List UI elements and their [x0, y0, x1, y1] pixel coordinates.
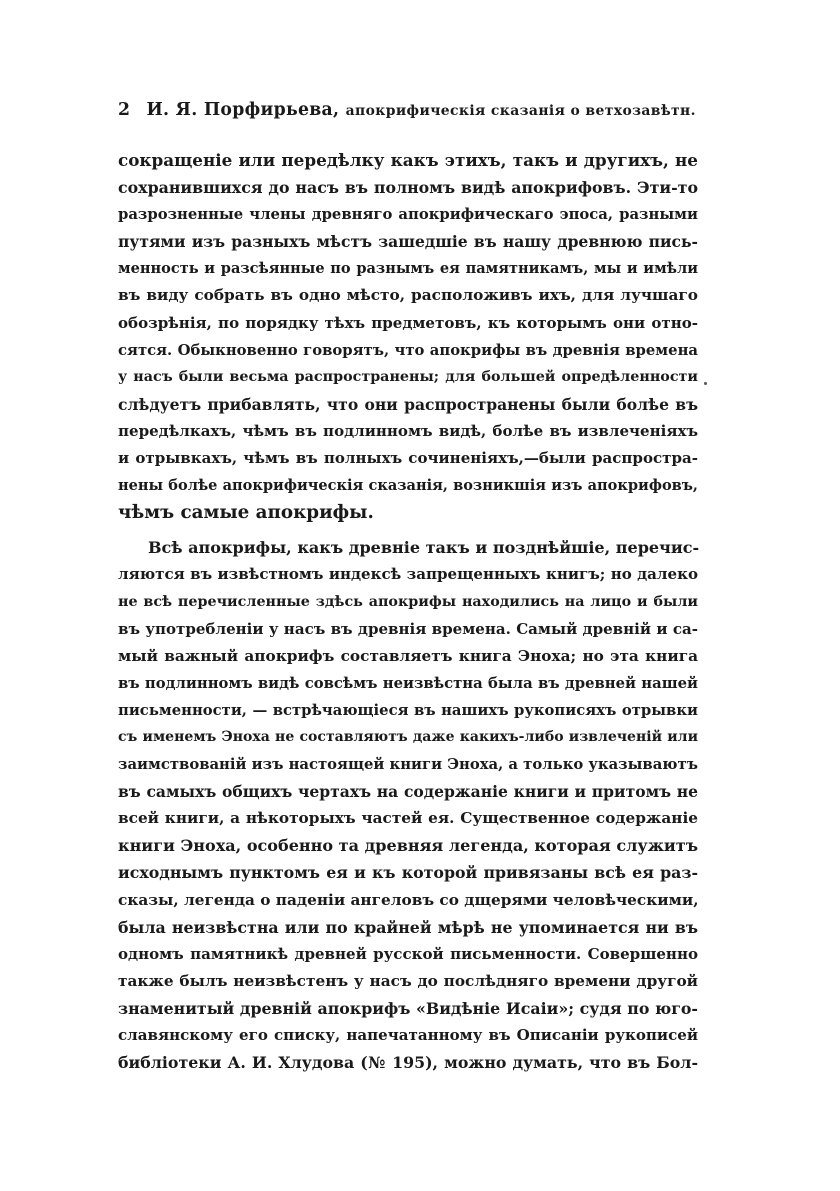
body-text	[118, 147, 698, 1076]
text-line: сятся. Обыкновенно говорятъ, что апокрифы въ древнія времена	[118, 341, 698, 359]
text-line: обозрѣнія, по порядку тѣхъ предметовъ, къ которымъ они отно-	[118, 313, 698, 332]
text-line: Всѣ апокрифы, какъ древніе такъ и позднѣйшіе, перечис-	[148, 538, 700, 558]
text-line: мый важный апокрифъ составляетъ книга Эноха; но эта книга	[118, 646, 698, 665]
text-line: въ самыхъ общихъ чертахъ на содержаніе книги и притомъ не	[118, 782, 698, 802]
text-line: заимствованій изъ настоящей книги Эноха, а только указываютъ	[118, 756, 698, 774]
text-line: библіотеки А. И. Хлудова (№ 195), можно думать, что въ Бол-	[118, 1053, 698, 1073]
text-line: ляются въ извѣстномъ индексѣ запрещенныхъ книгъ; но далеко	[118, 565, 698, 584]
text-line: у насъ были весьма распространены; для большей опредѣленности	[118, 368, 698, 385]
text-line: съ именемъ Эноха не составляютъ даже какихъ-либо извлеченій или	[118, 728, 698, 745]
page-number: 2	[118, 100, 131, 120]
text-line: и отрывкахъ, чѣмъ въ полныхъ сочиненіяхъ,—были распростра-	[118, 449, 698, 468]
text-line: одномъ памятникѣ древней русской письменности. Совершенно	[118, 944, 698, 963]
text-line: чѣмъ самые апокрифы.	[118, 502, 374, 524]
text-line: знаменитый древній апокрифъ «Видѣніе Исаіи»; судя по юго-	[118, 998, 698, 1018]
text-line: слѣдуетъ прибавлять, что они распространены были болѣе въ	[118, 394, 698, 414]
text-line: была неизвѣстна или по крайней мѣрѣ не упоминается ни въ	[118, 917, 698, 937]
text-line: письменности, — встрѣчающіеся въ нашихъ рукописяхъ отрывки	[118, 701, 698, 719]
text-line: исходнымъ пунктомъ ея и къ которой привязаны всѣ ея раз-	[118, 863, 698, 883]
text-line: менность и разсѣянные по разнымъ ея памятникамъ, мы и имѣли	[118, 260, 698, 278]
paragraph-gap	[118, 526, 698, 534]
header-author: И. Я. Порфирьева,	[146, 100, 340, 120]
text-line: сохранившихся до насъ въ полномъ видѣ апокрифовъ. Эти-то	[118, 178, 698, 198]
text-line: всей книги, а нѣкоторыхъ частей ея. Существенное содержаніе	[118, 809, 698, 828]
text-line: разрозненные члены древняго апокрифическаго эпоса, разными	[118, 206, 698, 224]
text-line: въ виду собрать въ одно мѣсто, расположивъ ихъ, для лучшаго	[118, 286, 698, 305]
text-line: нены болѣе апокрифическія сказанія, возникшія изъ апокрифовъ,	[118, 477, 698, 495]
text-line: въ употребленіи у насъ въ древнія времена. Самый древній и са-	[118, 619, 698, 638]
text-line: книги Эноха, особенно та древняя легенда, которая служитъ	[118, 836, 698, 856]
text-line: сказы, легенда о паденіи ангеловъ со дщерями человѣческими,	[118, 890, 699, 909]
text-line: славянскому его списку, напечатанному въ Описаніи рукописей	[118, 1026, 698, 1044]
text-line: не всѣ перечисленные здѣсь апокрифы находились на лицо и были	[118, 593, 698, 610]
text-line: также былъ неизвѣстенъ у насъ до послѣдняго времени другой	[118, 971, 698, 990]
text-line: сокращеніе или передѣлку какъ этихъ, такъ и другихъ, не	[118, 150, 698, 170]
text-line: въ подлинномъ видѣ совсѣмъ неизвѣстна была въ древней нашей	[118, 674, 698, 692]
header-title: апокрифическія сказанія о ветхозавѣтн.	[345, 103, 696, 119]
text-line: передѣлкахъ, чѣмъ въ подлинномъ видѣ, болѣе въ извлеченіяхъ	[118, 421, 698, 440]
running-head	[118, 100, 698, 120]
margin-mark	[704, 382, 707, 385]
text-line: путями изъ разныхъ мѣстъ зашедшіе въ нашу древнюю пись-	[118, 232, 698, 252]
